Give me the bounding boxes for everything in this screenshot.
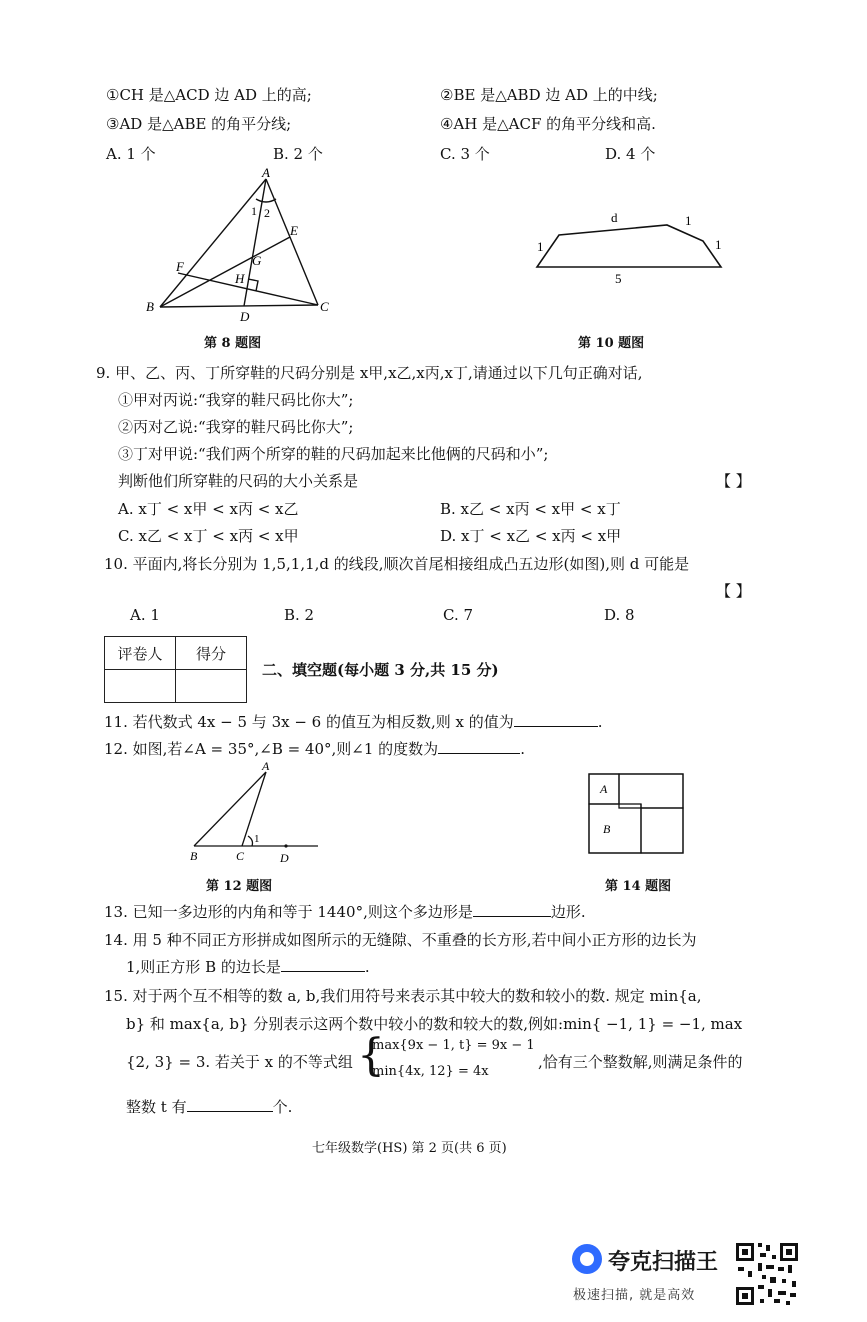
q10-option-c: C. 7 [443, 606, 474, 624]
q12-figure-caption: 第 12 题图 [206, 879, 273, 894]
q9-answer-bracket: 【 】 [716, 472, 751, 490]
q10-option-d: D. 8 [604, 606, 635, 624]
watermark-slogan: 极速扫描, 就是高效 [573, 1288, 696, 1303]
q9-option-b: B. x乙 < x丙 < x甲 < x丁 [440, 500, 621, 518]
q9-option-a: A. x丁 < x甲 < x丙 < x乙 [118, 500, 299, 518]
q14-end: . [364, 958, 370, 976]
score-table [104, 636, 247, 703]
q8-statement-4: ④AH 是△ACF 的角平分线和高. [440, 115, 656, 133]
q8-option-d: D. 4 个 [605, 145, 656, 163]
q14-label-a: A [600, 782, 608, 796]
q14-line-1: 14. 用 5 种不同正方形拼成如图所示的无缝隙、不重叠的长方形,若中间小正方形的边长为 [104, 931, 697, 949]
q15-line-3-before: {2, 3} = 3. 若关于 x 的不等式组 [126, 1053, 353, 1071]
q11-question [104, 711, 603, 732]
q10-label-right: 1 [715, 237, 722, 252]
q9-line-4: 判断他们所穿鞋的尺码的大小关系是 [118, 472, 359, 490]
q8-option-c: C. 3 个 [440, 145, 490, 163]
q12-label-b: B [190, 849, 198, 863]
q15-system-eq-1: max{9x − 1, t} = 9x − 1 [372, 1038, 535, 1053]
q8-label-h: H [235, 271, 245, 286]
q11-end: . [597, 713, 603, 731]
q8-statement-2: ②BE 是△ABD 边 AD 上的中线; [440, 86, 658, 104]
q11-answer-blank[interactable] [514, 725, 598, 727]
section-2-title: 二、填空题(每小题 3 分,共 15 分) [262, 661, 499, 679]
q10-answer-bracket: 【 】 [716, 582, 751, 600]
q8-figure-caption: 第 8 题图 [204, 336, 262, 351]
q15-line-1: 15. 对于两个互不相等的数 a, b,我们用符号来表示其中较大的数和较小的数. 规定 min{a, [104, 987, 702, 1005]
q9-line-3: ③丁对甲说:“我们两个所穿的鞋的尺码加起来比他俩的尺码和小”; [118, 445, 549, 463]
q15-system-brace: { [357, 1030, 385, 1081]
page-footer: 七年级数学(HS) 第 2 页(共 6 页) [312, 1141, 507, 1156]
q8-angle-1-label: 1 [251, 204, 257, 218]
q9-stem: 9. 甲、乙、丙、丁所穿鞋的尺码分别是 x甲,x乙,x丙,x丁,请通过以下几句正确对话, [96, 364, 643, 382]
q10-label-d: d [611, 210, 618, 225]
q10-option-a: A. 1 [130, 606, 160, 624]
q8-option-b: B. 2 个 [273, 145, 323, 163]
q9-line-1: ①甲对丙说:“我穿的鞋尺码比你大”; [118, 391, 354, 409]
q14-squares-figure [585, 772, 687, 856]
q8-label-a: A [262, 165, 270, 180]
q9-line-2: ②丙对乙说:“我穿的鞋尺码比你大”; [118, 418, 354, 436]
q10-label-bottom: 5 [615, 271, 622, 286]
q13-end: 边形. [550, 903, 586, 921]
q14-line-2 [126, 956, 370, 977]
q8-option-a: A. 1 个 [106, 145, 156, 163]
q12-triangle-figure [180, 758, 325, 866]
q15-system-eq-2: min{4x, 12} = 4x [372, 1064, 489, 1079]
q13-question [104, 901, 586, 922]
q12-label-c: C [236, 849, 245, 863]
q12-end: . [520, 740, 525, 758]
q10-figure-caption: 第 10 题图 [578, 336, 645, 351]
q8-label-b: B [146, 299, 154, 314]
q10-label-upper-right: 1 [685, 213, 692, 228]
q12-text: 12. 如图,若∠A = 35°,∠B = 40°,则∠1 的度数为 [104, 740, 439, 758]
q11-text: 11. 若代数式 4x − 5 与 3x − 6 的值互为相反数,则 x 的值为 [104, 713, 514, 731]
q8-statement-3: ③AD 是△ABE 的角平分线; [106, 115, 292, 133]
q14-figure-caption: 第 14 题图 [605, 879, 672, 894]
q12-question [104, 738, 525, 759]
q8-label-g: G [252, 253, 262, 268]
q15-answer-blank[interactable] [187, 1110, 273, 1112]
reviewer-header: 评卷人 [105, 637, 176, 670]
q12-answer-blank[interactable] [438, 752, 520, 754]
q10-stem: 10. 平面内,将长分别为 1,5,1,1,d 的线段,顺次首尾相接组成凸五边形(如图),则 d 可能是 [104, 555, 690, 573]
q14-answer-blank[interactable] [281, 970, 365, 972]
q8-angle-2-label: 2 [264, 206, 270, 220]
q15-text: 整数 t 有 [126, 1098, 187, 1116]
scanner-logo-icon [572, 1244, 602, 1274]
q15-line-4 [126, 1096, 292, 1117]
q12-label-a: A [262, 759, 270, 773]
q9-option-c: C. x乙 < x丁 < x丙 < x甲 [118, 527, 299, 545]
q12-angle-1-label: 1 [254, 833, 260, 845]
watermark-brand: 夸克扫描王 [608, 1250, 719, 1275]
q13-answer-blank[interactable] [473, 915, 551, 917]
score-cell [176, 670, 247, 703]
q8-statement-1: ①CH 是△ACD 边 AD 上的高; [106, 86, 312, 104]
qr-code-icon [734, 1241, 800, 1307]
q15-end: 个. [272, 1098, 293, 1116]
q8-triangle-figure [140, 165, 350, 325]
q14-text: 1,则正方形 B 的边长是 [126, 958, 281, 976]
q9-option-d: D. x丁 < x乙 < x丙 < x甲 [440, 527, 622, 545]
q15-line-3-after: ,恰有三个整数解,则满足条件的 [538, 1053, 743, 1071]
q14-label-b: B [603, 822, 611, 836]
reviewer-cell [105, 670, 176, 703]
q8-label-d: D [240, 309, 250, 324]
q12-label-d: D [280, 851, 289, 865]
q10-option-b: B. 2 [284, 606, 315, 624]
q13-text: 13. 已知一多边形的内角和等于 1440°,则这个多边形是 [104, 903, 473, 921]
q10-label-left: 1 [537, 239, 544, 254]
q8-label-c: C [320, 299, 329, 314]
score-header: 得分 [176, 637, 247, 670]
q15-line-2: b} 和 max{a, b} 分别表示这两个数中较小的数和较大的数,例如:min{ −1, 1} = −1, max [126, 1015, 743, 1033]
q8-label-f: F [176, 259, 184, 274]
q8-label-e: E [290, 223, 298, 238]
q10-pentagon-figure [525, 205, 735, 290]
